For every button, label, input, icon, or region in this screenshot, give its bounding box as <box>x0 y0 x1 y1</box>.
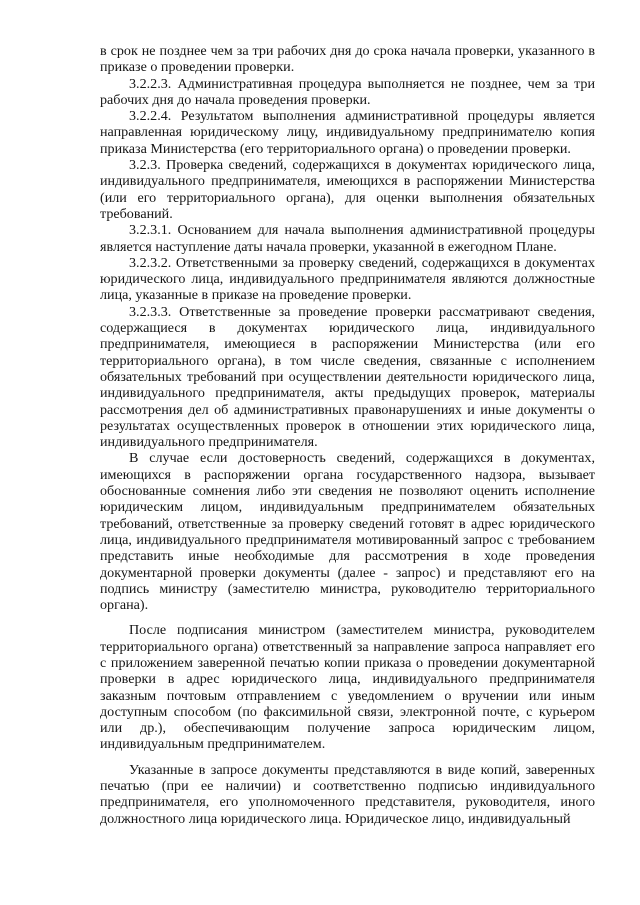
paragraph-request-doubt: В случае если достоверность сведений, содержащихся в документах, имеющихся в распоряжении органа государственного надзора, вызывает обоснованные сомнения либо эти сведения не позволяют оценить исполнение юридическим лицом, индивидуальным предпринимателем обязательных требований, ответственные за проверку сведений готовят в адрес юридического лица, индивидуального предпринимателя мотивированный запрос с требованием представить иные необходимые для рассмотрения в ходе проведения документарной проверки документы (далее - запрос) и представляют его на подпись министру (заместителю министра, руководителю территориального органа). <box>100 450 595 614</box>
paragraph-3-2-2-4: 3.2.2.4. Результатом выполнения административной процедуры является направленная юридическому лицу, индивидуальному предпринимателю копия приказа Министерства (его территориального органа) о проведении проверки. <box>100 108 595 157</box>
paragraph-3-2-3-2: 3.2.3.2. Ответственными за проверку сведений, содержащихся в документах юридического лица, индивидуального предпринимателя являются должностные лица, указанные в приказе на проведение проверки. <box>100 254 595 304</box>
paragraph-continuation: в срок не позднее чем за три рабочих дня до срока начала проверки, указанного в приказе о проведении проверки. <box>100 43 595 76</box>
document-text <box>100 43 595 827</box>
paragraph-3-2-3-3: 3.2.3.3. Ответственные за проведение проверки рассматривают сведения, содержащиеся в документах юридического лица, индивидуального предпринимателя, имеющиеся в распоряжении Министерства (или его территориального органа), в том числе сведения, связанные с исполнением обязательных требований при осуществлении деятельности юридического лица, индивидуального предпринимателя, акты предыдущих проверок, материалы рассмотрения дел об административных правонарушениях и иные документы о результатах осуществленных проверок в отношении этих юридического лица, индивидуального предпринимателя. <box>100 303 595 451</box>
paragraph-3-2-3-1: 3.2.3.1. Основанием для начала выполнения административной процедуры является наступление даты начала проверки, указанной в ежегодном Плане. <box>100 222 595 255</box>
paragraph-document-copies: Указанные в запросе документы представляются в виде копий, заверенных печатью (при ее наличии) и соответственно подписью индивидуального предпринимателя, его уполномоченного представителя, руководителя, иного должностного лица юридического лица. Юридическое лицо, индивидуальный <box>100 761 595 827</box>
paragraph-3-2-3: 3.2.3. Проверка сведений, содержащихся в документах юридического лица, индивидуального предпринимателя, имеющихся в распоряжении Министерства (или его территориального органа), для оценки выполнения обязательных требований. <box>100 157 595 222</box>
paragraph-3-2-2-3: 3.2.2.3. Административная процедура выполняется не позднее, чем за три рабочих дня до начала проведения проверки. <box>100 75 595 108</box>
paragraph-request-signing: После подписания министром (заместителем министра, руководителем территориального органа) ответственный за направление запроса направляет его с приложением заверенной печатью копии приказа о проведении документарной проверки в адрес юридического лица, индивидуального предпринимателя заказным почтовым отправлением с уведомлением о вручении или иным доступным способом (по факсимильной связи, электронной почте, с курьером или др.), обеспечивающим получение запроса юридическим лицом, индивидуальным предпринимателем. <box>100 622 595 753</box>
